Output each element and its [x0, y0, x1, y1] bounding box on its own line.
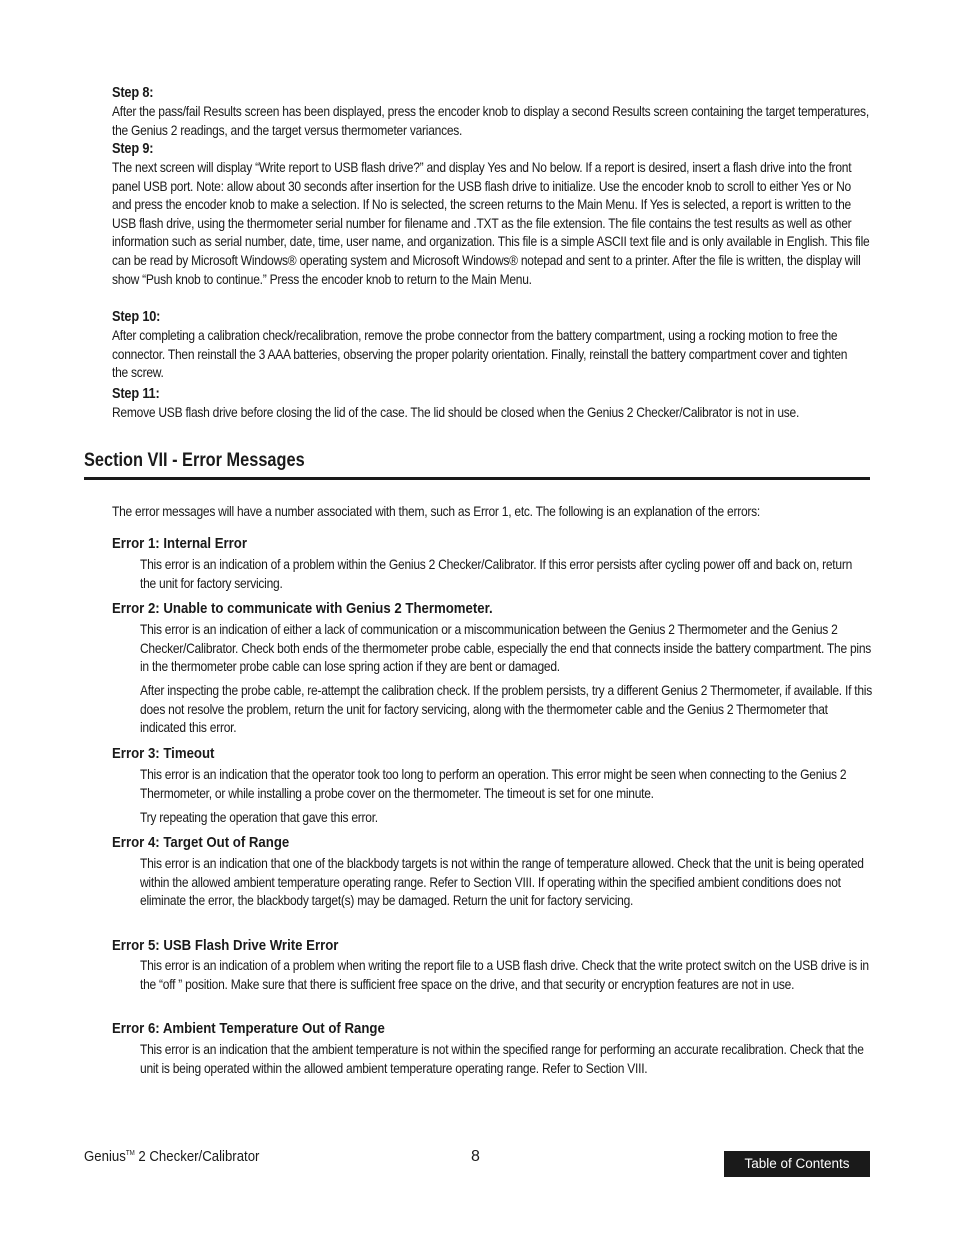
step-title: Step 8: — [112, 85, 154, 101]
section-intro: The error messages will have a number associated with them, such as Error 1, etc. The following is an explanation of the errors: — [112, 503, 761, 519]
error-2-text-2: After inspecting the probe cable, re-attempt the calibration check. If the problem persists, try a different Genius 2 Thermometer, if available. If this does not resolve the problem, return the unit for factory servicing, along with the thermometer cable and the Genius 2 Thermometer that indicated this error. — [140, 682, 872, 736]
step-title: Step 10: — [112, 309, 161, 325]
error-2-title: Error 2: Unable to communicate with Genius 2 Thermometer. — [112, 600, 493, 617]
step-text: After the pass/fail Results screen has been displayed, press the encoder knob to display a second Results screen containing the target temperatures, the Genius 2 readings, and the target versus thermometer variances. — [112, 103, 869, 138]
error-2-text: This error is an indication of either a lack of communication or a miscommunication between the Genius 2 Thermometer and the Genius 2 Checker/Calibrator. Check both ends of the thermometer probe cable, especially the end that connects inside the battery compartment. The pins in the thermometer probe cable can lose spring action if they are bent or damaged. — [140, 621, 872, 675]
step-11 — [112, 385, 872, 422]
error-1-title: Error 1: Internal Error — [112, 535, 247, 552]
section-title: Section VII - Error Messages — [84, 450, 305, 471]
step-text: Remove USB flash drive before closing the lid of the case. The lid should be closed when the Genius 2 Checker/Calibrator is not in use. — [112, 404, 800, 420]
product-suffix: 2 Checker/Calibrator — [138, 1148, 260, 1165]
step-8 — [112, 84, 872, 139]
error-4-title: Error 4: Target Out of Range — [112, 834, 290, 851]
table-of-contents-button[interactable]: Table of Contents — [724, 1151, 870, 1177]
page-number: 8 — [471, 1148, 480, 1165]
step-10 — [112, 308, 872, 382]
product-name: Genius — [84, 1148, 126, 1165]
step-9 — [112, 140, 872, 288]
error-6-text: This error is an indication that the ambient temperature is not within the specified range for performing an accurate recalibration. Check that the unit is being operated within the allowed ambient temperature operating range. Refer to Section VIII. — [140, 1041, 864, 1076]
step-text: The next screen will display “Write report to USB flash drive?” and display Yes and No below. If a report is desired, insert a flash drive into the front panel USB port. Note: allow about 30 seconds after insertion for the USB flash drive to initialize. Use the encoder knob to scroll to either Yes or No and press the encoder knob to make a selection. If No is selected, the screen returns to the Main Menu. If Yes is selected, a report is written to the USB flash drive, using the thermometer serial number for filename and .TXT as the file extension. The file contains the test results as well as other information such as serial number, date, time, user name, and organization. This file is a simple ASCII text file and is only available in English. This file can be read by Microsoft Windows® operating system and Microsoft Windows® notepad and sent to a printer. After the file is written, the display will show “Push knob to continue.” Press the encoder knob to return to the Main Menu. — [112, 159, 870, 287]
error-4-text: This error is an indication that one of the blackbody targets is not within the range of temperature allowed. Check that the unit is being operated within the allowed ambient temperature operating range. Refer to Section VIII. If operating within the specified ambient conditions does not eliminate the error, the blackbody target(s) may be damaged. Return the unit for factory servicing. — [140, 855, 864, 909]
error-1-text: This error is an indication of a problem within the Genius 2 Checker/Calibrator. If this error persists after cycling power off and back on, return the unit for factory servicing. — [140, 556, 853, 591]
step-text: After completing a calibration check/recalibration, remove the probe connector from the battery compartment, using a rocking motion to free the connector. Then reinstall the 3 AAA batteries, observing the proper polarity orientation. Finally, reinstall the battery compartment cover and tighten the screw. — [112, 327, 848, 381]
error-3-title: Error 3: Timeout — [112, 745, 215, 762]
error-3-text-2: Try repeating the operation that gave this error. — [140, 809, 378, 825]
footer-product-name — [84, 1148, 259, 1165]
error-6-title: Error 6: Ambient Temperature Out of Range — [112, 1020, 385, 1037]
step-title: Step 9: — [112, 141, 154, 157]
error-5-text: This error is an indication of a problem when writing the report file to a USB flash drive. Check that the write protect switch on the USB drive is in the “off ” position. Make sure that there is sufficient free space on the drive, and that security or encryption features are not in use. — [140, 957, 869, 992]
section-divider — [84, 477, 870, 480]
step-title: Step 11: — [112, 386, 160, 402]
trademark-symbol: TM — [125, 1150, 135, 1157]
error-3-text: This error is an indication that the operator took too long to perform an operation. This error might be seen when connecting to the Genius 2 Thermometer, or while installing a probe cover on the thermometer. The timeout is set for one minute. — [140, 766, 847, 801]
error-5-title: Error 5: USB Flash Drive Write Error — [112, 937, 339, 954]
